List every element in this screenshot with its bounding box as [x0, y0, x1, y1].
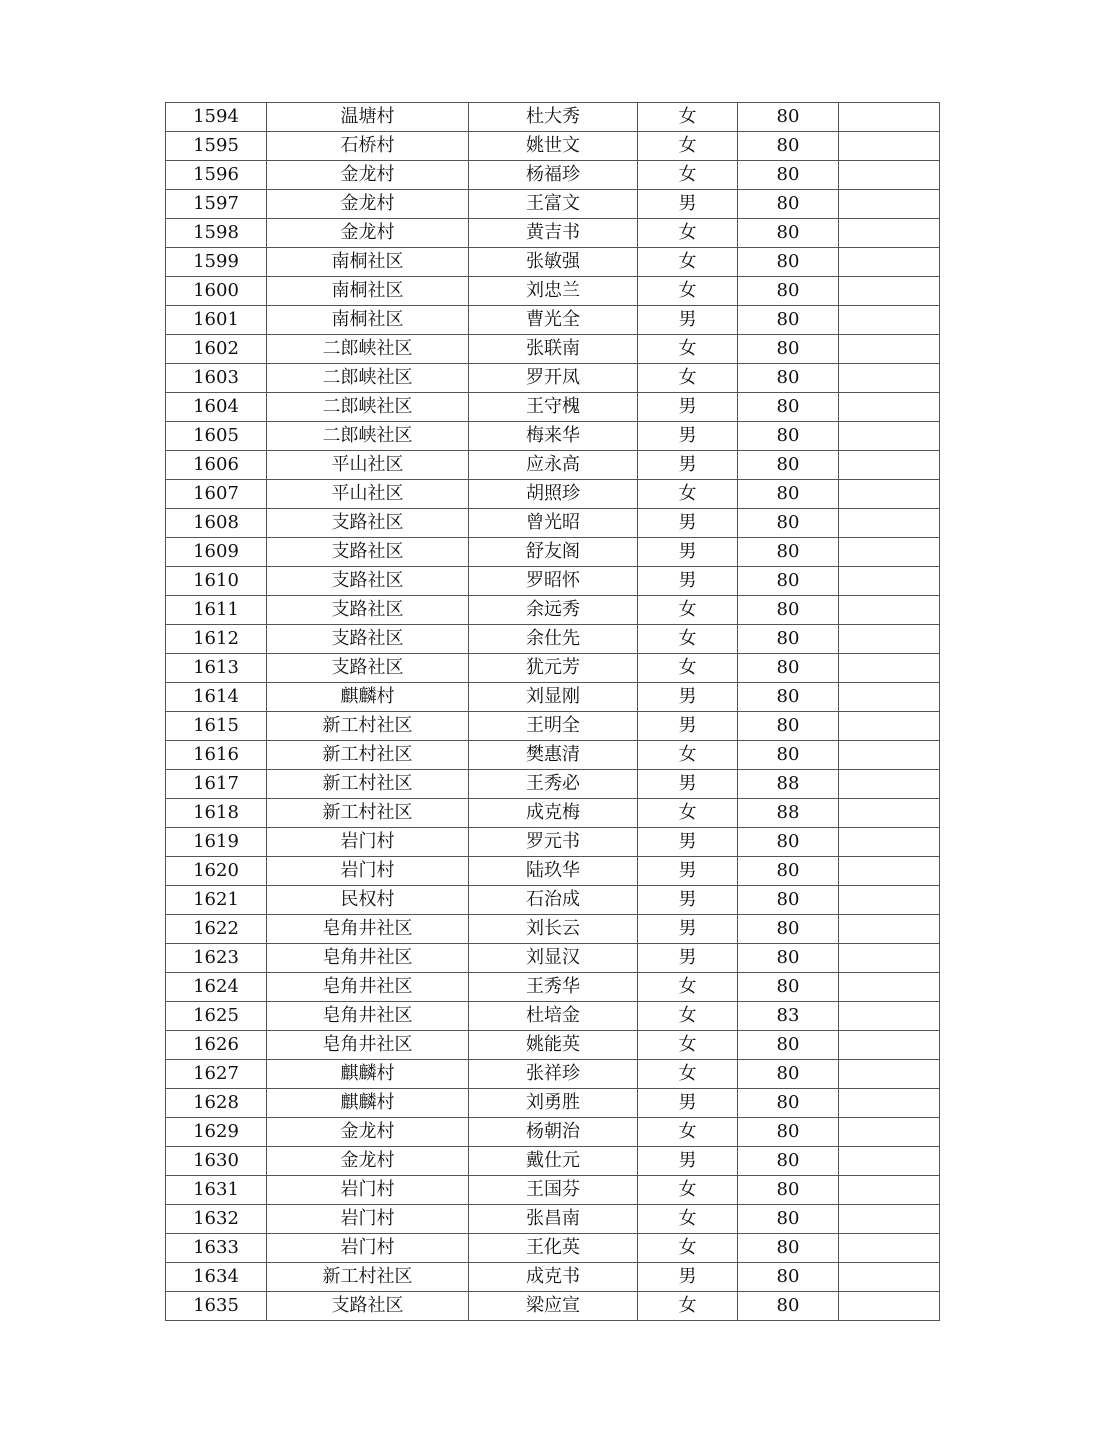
cell-village: 岩门村 — [267, 1176, 469, 1205]
table-row — [166, 393, 940, 422]
cell-village: 岩门村 — [267, 1234, 469, 1263]
table-row — [166, 1002, 940, 1031]
cell-village: 支路社区 — [267, 654, 469, 683]
cell-note — [839, 451, 940, 480]
cell-amount: 80 — [738, 103, 839, 132]
cell-gender: 男 — [638, 915, 738, 944]
table-row — [166, 538, 940, 567]
cell-name: 曹光全 — [469, 306, 638, 335]
table-row — [166, 770, 940, 799]
cell-gender: 女 — [638, 1031, 738, 1060]
cell-gender: 女 — [638, 1292, 738, 1321]
cell-number: 1626 — [166, 1031, 267, 1060]
cell-note — [839, 248, 940, 277]
table-row — [166, 857, 940, 886]
cell-number: 1597 — [166, 190, 267, 219]
cell-name: 姚能英 — [469, 1031, 638, 1060]
roster-table — [165, 102, 940, 1321]
cell-village: 支路社区 — [267, 567, 469, 596]
cell-village: 皂角井社区 — [267, 1002, 469, 1031]
table-row — [166, 277, 940, 306]
cell-gender: 女 — [638, 335, 738, 364]
cell-village: 皂角井社区 — [267, 1031, 469, 1060]
cell-gender: 男 — [638, 538, 738, 567]
cell-number: 1617 — [166, 770, 267, 799]
cell-name: 樊惠清 — [469, 741, 638, 770]
cell-village: 支路社区 — [267, 1292, 469, 1321]
cell-village: 岩门村 — [267, 1205, 469, 1234]
cell-amount: 80 — [738, 915, 839, 944]
cell-name: 张敏强 — [469, 248, 638, 277]
cell-amount: 80 — [738, 422, 839, 451]
cell-note — [839, 886, 940, 915]
cell-village: 麒麟村 — [267, 683, 469, 712]
cell-amount: 80 — [738, 1205, 839, 1234]
table-row — [166, 683, 940, 712]
cell-name: 王秀华 — [469, 973, 638, 1002]
cell-amount: 80 — [738, 132, 839, 161]
cell-amount: 80 — [738, 944, 839, 973]
cell-village: 金龙村 — [267, 1147, 469, 1176]
cell-amount: 83 — [738, 1002, 839, 1031]
cell-note — [839, 712, 940, 741]
cell-name: 王秀必 — [469, 770, 638, 799]
cell-number: 1607 — [166, 480, 267, 509]
cell-amount: 80 — [738, 306, 839, 335]
cell-number: 1621 — [166, 886, 267, 915]
cell-note — [839, 654, 940, 683]
cell-gender: 女 — [638, 654, 738, 683]
cell-note — [839, 1060, 940, 1089]
cell-village: 金龙村 — [267, 219, 469, 248]
cell-note — [839, 1292, 940, 1321]
cell-gender: 男 — [638, 422, 738, 451]
roster-table-body — [166, 103, 940, 1321]
cell-name: 张祥珍 — [469, 1060, 638, 1089]
table-row — [166, 364, 940, 393]
table-row — [166, 886, 940, 915]
table-row — [166, 1234, 940, 1263]
cell-gender: 女 — [638, 1118, 738, 1147]
cell-name: 杜大秀 — [469, 103, 638, 132]
cell-gender: 男 — [638, 857, 738, 886]
cell-number: 1631 — [166, 1176, 267, 1205]
cell-number: 1599 — [166, 248, 267, 277]
cell-note — [839, 1205, 940, 1234]
cell-gender: 女 — [638, 161, 738, 190]
cell-name: 陆玖华 — [469, 857, 638, 886]
cell-gender: 男 — [638, 1147, 738, 1176]
cell-name: 杜培金 — [469, 1002, 638, 1031]
table-row — [166, 1205, 940, 1234]
cell-amount: 80 — [738, 567, 839, 596]
cell-number: 1594 — [166, 103, 267, 132]
cell-note — [839, 1176, 940, 1205]
cell-village: 支路社区 — [267, 538, 469, 567]
cell-gender: 女 — [638, 1234, 738, 1263]
cell-number: 1624 — [166, 973, 267, 1002]
cell-number: 1603 — [166, 364, 267, 393]
cell-amount: 80 — [738, 857, 839, 886]
cell-note — [839, 973, 940, 1002]
table-row — [166, 1118, 940, 1147]
cell-note — [839, 509, 940, 538]
cell-village: 麒麟村 — [267, 1060, 469, 1089]
table-row — [166, 1089, 940, 1118]
cell-village: 新工村社区 — [267, 1263, 469, 1292]
cell-number: 1598 — [166, 219, 267, 248]
cell-amount: 80 — [738, 1031, 839, 1060]
cell-number: 1613 — [166, 654, 267, 683]
cell-note — [839, 190, 940, 219]
table-row — [166, 1292, 940, 1321]
table-row — [166, 828, 940, 857]
cell-gender: 女 — [638, 132, 738, 161]
cell-name: 张昌南 — [469, 1205, 638, 1234]
cell-amount: 80 — [738, 654, 839, 683]
cell-name: 应永高 — [469, 451, 638, 480]
cell-village: 平山社区 — [267, 451, 469, 480]
cell-name: 刘显汉 — [469, 944, 638, 973]
cell-gender: 男 — [638, 828, 738, 857]
table-row — [166, 132, 940, 161]
cell-village: 皂角井社区 — [267, 973, 469, 1002]
cell-number: 1609 — [166, 538, 267, 567]
cell-gender: 男 — [638, 1263, 738, 1292]
cell-gender: 男 — [638, 944, 738, 973]
table-row — [166, 480, 940, 509]
cell-name: 刘长云 — [469, 915, 638, 944]
cell-number: 1595 — [166, 132, 267, 161]
cell-name: 张联南 — [469, 335, 638, 364]
cell-number: 1627 — [166, 1060, 267, 1089]
cell-note — [839, 219, 940, 248]
table-row — [166, 596, 940, 625]
cell-village: 温塘村 — [267, 103, 469, 132]
cell-amount: 80 — [738, 973, 839, 1002]
cell-name: 梅来华 — [469, 422, 638, 451]
cell-village: 岩门村 — [267, 857, 469, 886]
cell-gender: 女 — [638, 103, 738, 132]
cell-name: 王守槐 — [469, 393, 638, 422]
cell-village: 金龙村 — [267, 1118, 469, 1147]
cell-gender: 男 — [638, 393, 738, 422]
cell-amount: 80 — [738, 683, 839, 712]
cell-village: 新工村社区 — [267, 770, 469, 799]
cell-note — [839, 393, 940, 422]
cell-amount: 80 — [738, 1147, 839, 1176]
cell-name: 成克书 — [469, 1263, 638, 1292]
cell-gender: 男 — [638, 567, 738, 596]
cell-note — [839, 1118, 940, 1147]
cell-gender: 男 — [638, 770, 738, 799]
table-row — [166, 219, 940, 248]
cell-amount: 80 — [738, 1089, 839, 1118]
cell-note — [839, 567, 940, 596]
cell-note — [839, 103, 940, 132]
cell-number: 1602 — [166, 335, 267, 364]
cell-note — [839, 161, 940, 190]
cell-gender: 女 — [638, 364, 738, 393]
table-row — [166, 799, 940, 828]
cell-number: 1620 — [166, 857, 267, 886]
table-row — [166, 944, 940, 973]
cell-village: 麒麟村 — [267, 1089, 469, 1118]
cell-name: 王明全 — [469, 712, 638, 741]
cell-gender: 女 — [638, 799, 738, 828]
cell-gender: 女 — [638, 480, 738, 509]
cell-number: 1623 — [166, 944, 267, 973]
cell-name: 刘忠兰 — [469, 277, 638, 306]
cell-village: 二郎峡社区 — [267, 335, 469, 364]
cell-note — [839, 915, 940, 944]
table-row — [166, 1060, 940, 1089]
cell-amount: 80 — [738, 364, 839, 393]
cell-name: 梁应宣 — [469, 1292, 638, 1321]
cell-note — [839, 1263, 940, 1292]
cell-note — [839, 132, 940, 161]
cell-name: 黄吉书 — [469, 219, 638, 248]
cell-gender: 男 — [638, 451, 738, 480]
cell-village: 皂角井社区 — [267, 915, 469, 944]
cell-number: 1612 — [166, 625, 267, 654]
cell-amount: 80 — [738, 219, 839, 248]
cell-amount: 80 — [738, 190, 839, 219]
cell-note — [839, 596, 940, 625]
cell-amount: 80 — [738, 1292, 839, 1321]
cell-name: 姚世文 — [469, 132, 638, 161]
cell-amount: 80 — [738, 886, 839, 915]
cell-amount: 80 — [738, 538, 839, 567]
cell-note — [839, 741, 940, 770]
cell-amount: 80 — [738, 480, 839, 509]
cell-number: 1608 — [166, 509, 267, 538]
table-row — [166, 103, 940, 132]
cell-gender: 男 — [638, 886, 738, 915]
cell-gender: 男 — [638, 306, 738, 335]
cell-number: 1632 — [166, 1205, 267, 1234]
table-row — [166, 161, 940, 190]
cell-amount: 80 — [738, 335, 839, 364]
cell-amount: 80 — [738, 1118, 839, 1147]
table-row — [166, 248, 940, 277]
cell-amount: 80 — [738, 161, 839, 190]
cell-number: 1619 — [166, 828, 267, 857]
cell-name: 余远秀 — [469, 596, 638, 625]
cell-village: 支路社区 — [267, 509, 469, 538]
cell-note — [839, 306, 940, 335]
cell-number: 1633 — [166, 1234, 267, 1263]
cell-gender: 女 — [638, 277, 738, 306]
cell-number: 1601 — [166, 306, 267, 335]
cell-gender: 女 — [638, 625, 738, 654]
cell-name: 杨福珍 — [469, 161, 638, 190]
cell-village: 金龙村 — [267, 190, 469, 219]
cell-amount: 80 — [738, 248, 839, 277]
cell-number: 1605 — [166, 422, 267, 451]
cell-note — [839, 1031, 940, 1060]
cell-amount: 88 — [738, 770, 839, 799]
cell-amount: 80 — [738, 1263, 839, 1292]
cell-amount: 80 — [738, 451, 839, 480]
cell-name: 罗开凤 — [469, 364, 638, 393]
cell-number: 1615 — [166, 712, 267, 741]
cell-village: 皂角井社区 — [267, 944, 469, 973]
cell-note — [839, 277, 940, 306]
cell-note — [839, 364, 940, 393]
table-row — [166, 625, 940, 654]
cell-number: 1618 — [166, 799, 267, 828]
cell-number: 1622 — [166, 915, 267, 944]
table-row — [166, 915, 940, 944]
cell-village: 新工村社区 — [267, 712, 469, 741]
cell-village: 二郎峡社区 — [267, 393, 469, 422]
cell-note — [839, 944, 940, 973]
cell-note — [839, 335, 940, 364]
cell-name: 成克梅 — [469, 799, 638, 828]
cell-gender: 女 — [638, 219, 738, 248]
cell-name: 戴仕元 — [469, 1147, 638, 1176]
cell-name: 王化英 — [469, 1234, 638, 1263]
cell-number: 1610 — [166, 567, 267, 596]
cell-gender: 女 — [638, 1060, 738, 1089]
cell-note — [839, 625, 940, 654]
cell-number: 1628 — [166, 1089, 267, 1118]
cell-gender: 男 — [638, 1089, 738, 1118]
cell-gender: 女 — [638, 1205, 738, 1234]
cell-note — [839, 1147, 940, 1176]
table-row — [166, 422, 940, 451]
cell-village: 二郎峡社区 — [267, 422, 469, 451]
cell-name: 舒友阁 — [469, 538, 638, 567]
cell-amount: 80 — [738, 741, 839, 770]
table-row — [166, 741, 940, 770]
cell-name: 罗元书 — [469, 828, 638, 857]
cell-village: 平山社区 — [267, 480, 469, 509]
cell-village: 南桐社区 — [267, 277, 469, 306]
cell-village: 石桥村 — [267, 132, 469, 161]
cell-note — [839, 770, 940, 799]
cell-village: 新工村社区 — [267, 741, 469, 770]
table-row — [166, 509, 940, 538]
cell-village: 支路社区 — [267, 596, 469, 625]
cell-amount: 80 — [738, 596, 839, 625]
cell-name: 刘显刚 — [469, 683, 638, 712]
table-row — [166, 451, 940, 480]
cell-note — [839, 828, 940, 857]
cell-number: 1614 — [166, 683, 267, 712]
cell-village: 南桐社区 — [267, 248, 469, 277]
cell-village: 岩门村 — [267, 828, 469, 857]
cell-amount: 80 — [738, 1176, 839, 1205]
cell-name: 刘勇胜 — [469, 1089, 638, 1118]
cell-gender: 女 — [638, 596, 738, 625]
table-row — [166, 190, 940, 219]
table-row — [166, 1147, 940, 1176]
cell-note — [839, 1234, 940, 1263]
table-row — [166, 335, 940, 364]
cell-amount: 80 — [738, 712, 839, 741]
cell-gender: 男 — [638, 683, 738, 712]
cell-gender: 男 — [638, 190, 738, 219]
cell-note — [839, 799, 940, 828]
cell-note — [839, 1002, 940, 1031]
cell-note — [839, 1089, 940, 1118]
cell-village: 南桐社区 — [267, 306, 469, 335]
cell-name: 罗昭怀 — [469, 567, 638, 596]
table-row — [166, 1176, 940, 1205]
cell-name: 杨朝治 — [469, 1118, 638, 1147]
cell-gender: 男 — [638, 712, 738, 741]
table-row — [166, 567, 940, 596]
cell-number: 1635 — [166, 1292, 267, 1321]
cell-amount: 80 — [738, 625, 839, 654]
cell-amount: 80 — [738, 393, 839, 422]
cell-note — [839, 480, 940, 509]
cell-amount: 80 — [738, 1060, 839, 1089]
cell-name: 犹元芳 — [469, 654, 638, 683]
table-row — [166, 1031, 940, 1060]
cell-name: 胡照珍 — [469, 480, 638, 509]
table-row — [166, 712, 940, 741]
cell-name: 曾光昭 — [469, 509, 638, 538]
cell-note — [839, 857, 940, 886]
table-row — [166, 306, 940, 335]
cell-number: 1629 — [166, 1118, 267, 1147]
cell-number: 1600 — [166, 277, 267, 306]
cell-number: 1625 — [166, 1002, 267, 1031]
cell-village: 二郎峡社区 — [267, 364, 469, 393]
cell-amount: 80 — [738, 828, 839, 857]
cell-number: 1596 — [166, 161, 267, 190]
cell-amount: 88 — [738, 799, 839, 828]
cell-note — [839, 683, 940, 712]
cell-village: 支路社区 — [267, 625, 469, 654]
cell-village: 新工村社区 — [267, 799, 469, 828]
cell-amount: 80 — [738, 277, 839, 306]
cell-amount: 80 — [738, 509, 839, 538]
cell-number: 1611 — [166, 596, 267, 625]
cell-number: 1616 — [166, 741, 267, 770]
cell-number: 1630 — [166, 1147, 267, 1176]
cell-number: 1634 — [166, 1263, 267, 1292]
cell-name: 王国芬 — [469, 1176, 638, 1205]
cell-name: 王富文 — [469, 190, 638, 219]
cell-number: 1606 — [166, 451, 267, 480]
cell-name: 石治成 — [469, 886, 638, 915]
cell-village: 金龙村 — [267, 161, 469, 190]
cell-amount: 80 — [738, 1234, 839, 1263]
cell-gender: 女 — [638, 248, 738, 277]
cell-number: 1604 — [166, 393, 267, 422]
cell-gender: 女 — [638, 1176, 738, 1205]
cell-note — [839, 538, 940, 567]
table-row — [166, 973, 940, 1002]
cell-name: 余仕先 — [469, 625, 638, 654]
cell-gender: 男 — [638, 509, 738, 538]
cell-village: 民权村 — [267, 886, 469, 915]
cell-note — [839, 422, 940, 451]
cell-gender: 女 — [638, 741, 738, 770]
cell-gender: 女 — [638, 1002, 738, 1031]
table-row — [166, 1263, 940, 1292]
table-row — [166, 654, 940, 683]
cell-gender: 女 — [638, 973, 738, 1002]
